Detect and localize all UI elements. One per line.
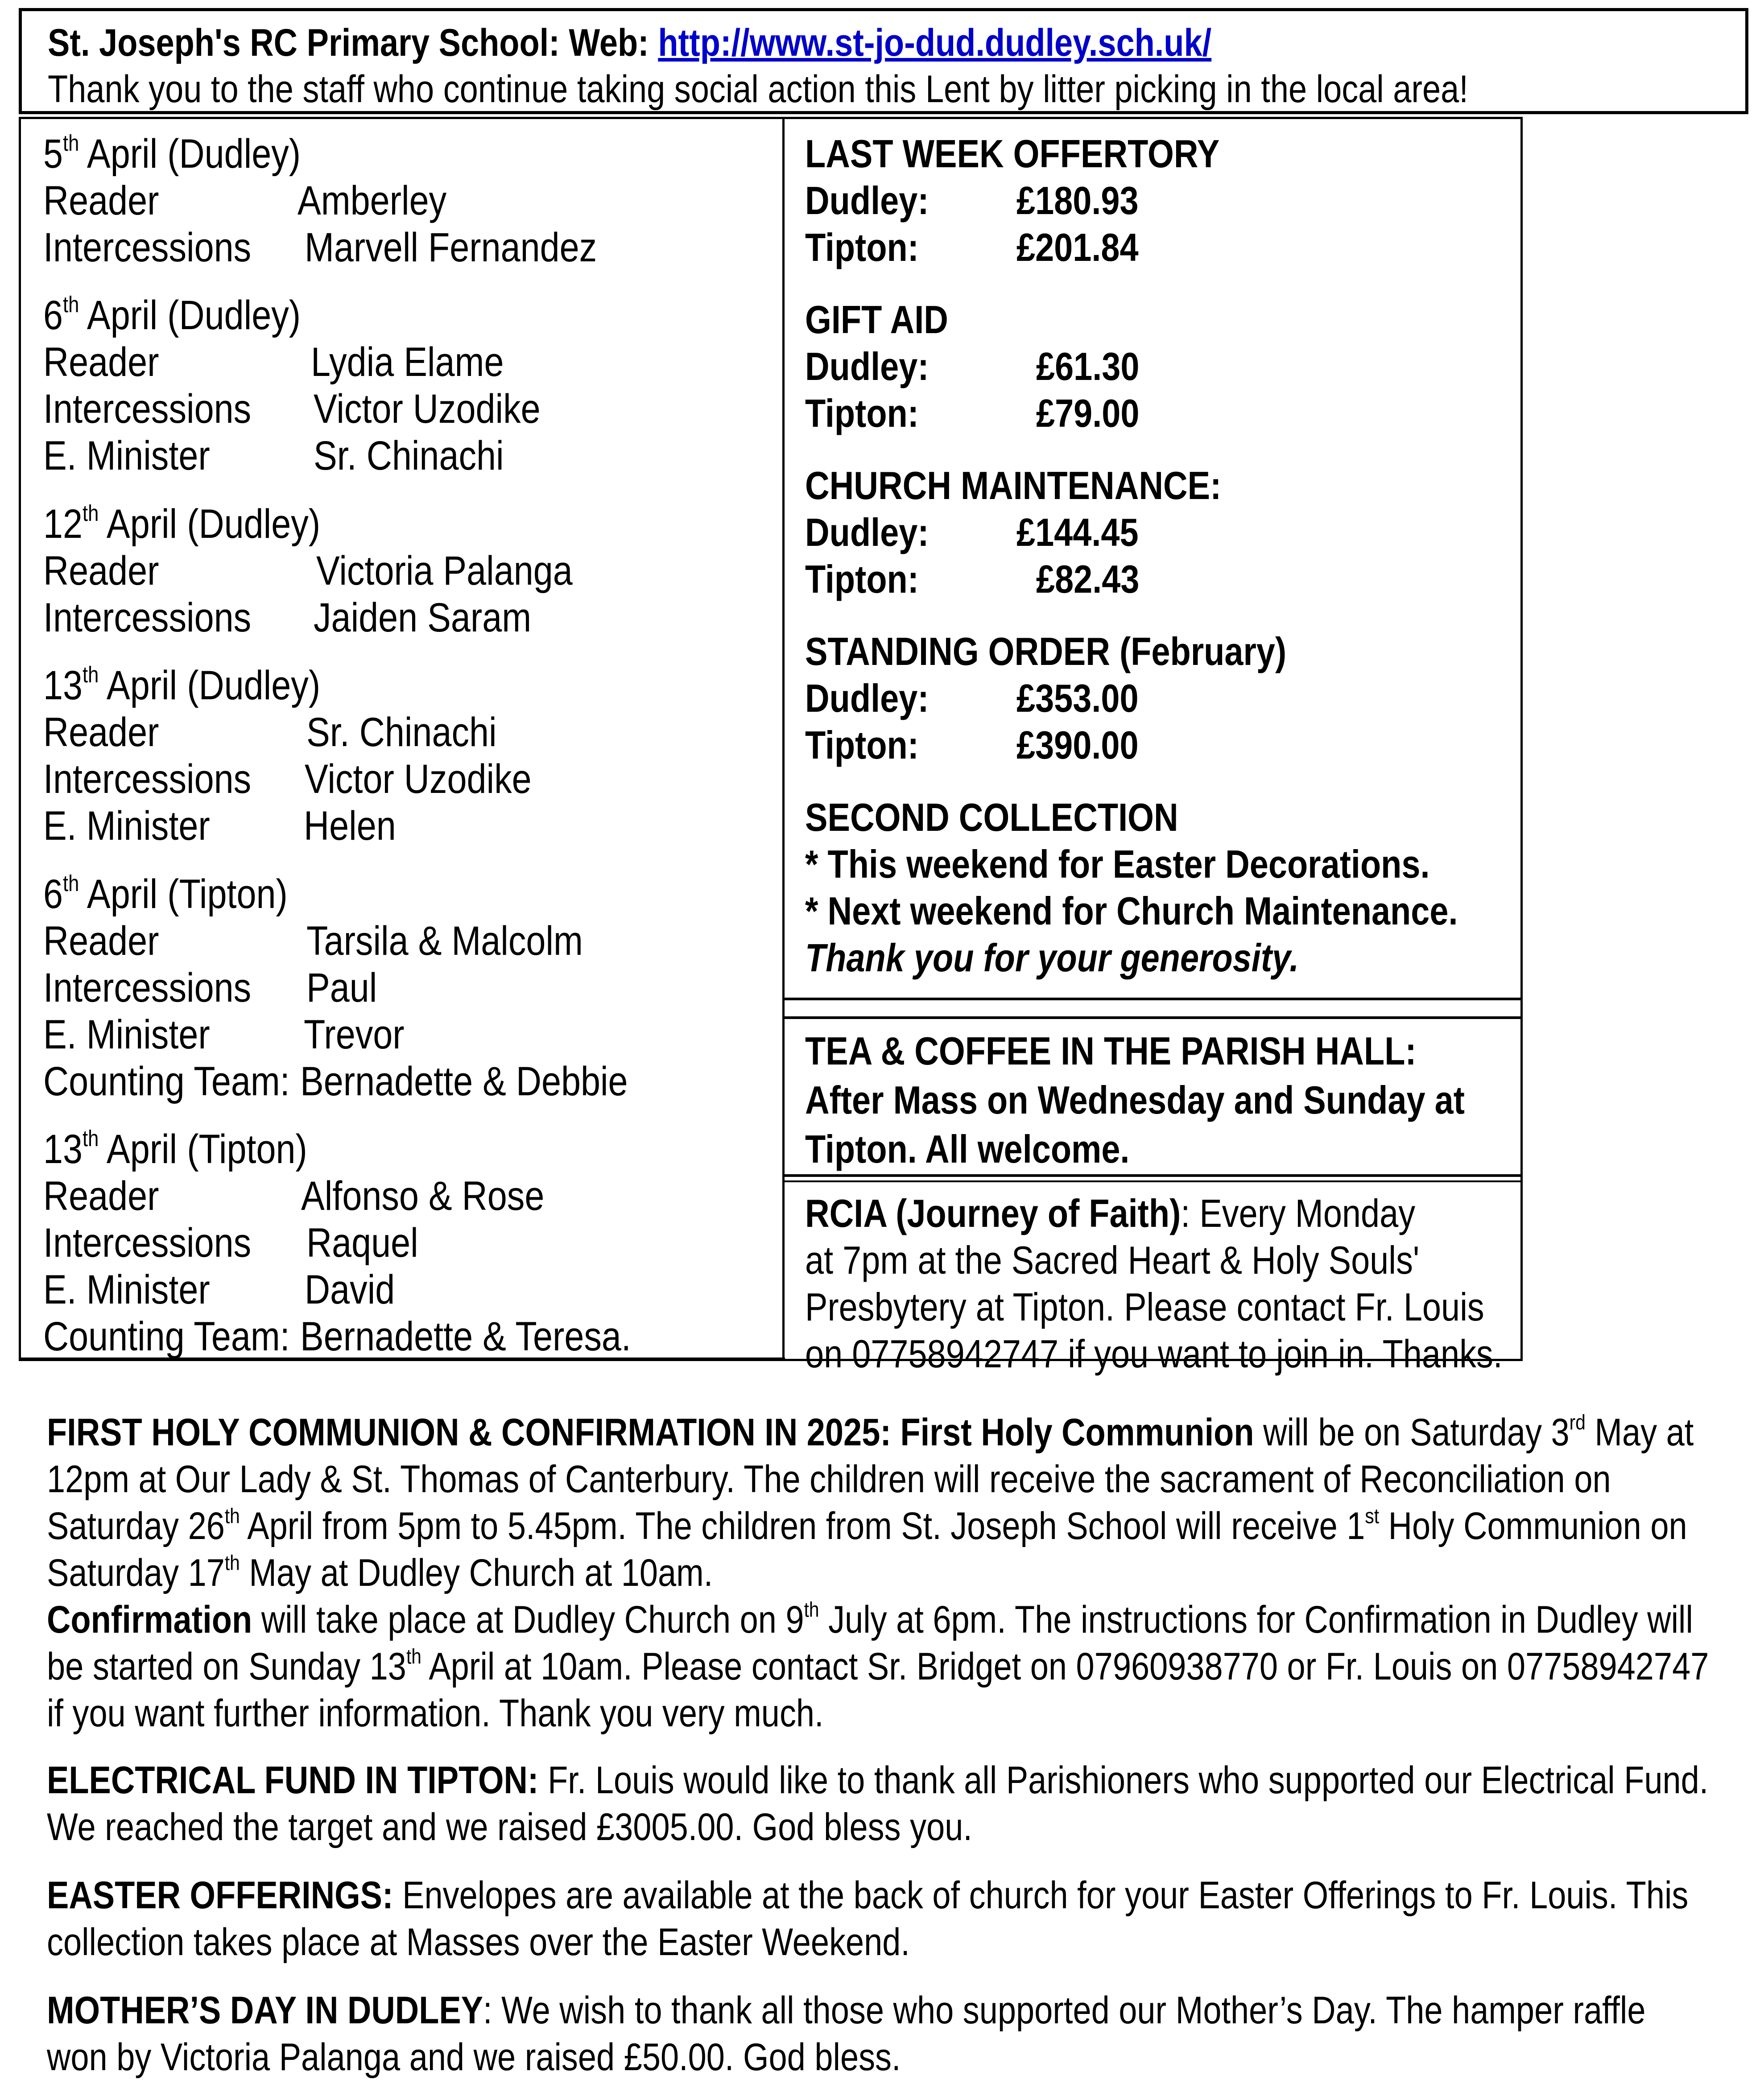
- second-collection-line: * This weekend for Easter Decorations.: [805, 842, 1430, 886]
- standing-tipton-label: Tipton:: [805, 723, 919, 767]
- rota-role: E. Minister: [43, 803, 210, 849]
- rota-role: Reader: [43, 178, 159, 223]
- standing-tipton-amount: £390.00: [1016, 723, 1139, 767]
- offertory-dudley-amount: £180.93: [1016, 178, 1139, 223]
- tea-coffee-title: TEA & COFFEE IN THE PARISH HALL:: [805, 1029, 1417, 1073]
- rota-date: 6th April (Tipton): [43, 871, 288, 917]
- maintenance-tipton-amount: £82.43: [1036, 557, 1140, 601]
- rota-name: Sr. Chinachi: [314, 433, 504, 479]
- rota-name: Sr. Chinachi: [306, 710, 497, 755]
- rota-name: Bernadette & Debbie: [300, 1059, 628, 1104]
- rota-name: Bernadette & Teresa.: [300, 1314, 631, 1359]
- rota-name: Raquel: [306, 1220, 418, 1266]
- maintenance-dudley-amount: £144.45: [1016, 510, 1139, 554]
- electrical-fund-notice: ELECTRICAL FUND IN TIPTON: Fr. Louis would like to thank all Parishioners who supported our Electrical Fund. We reached the target and we raised £3005.00. God bless you.: [47, 1759, 1709, 1849]
- rota-name: Victor Uzodike: [305, 756, 532, 802]
- gift-aid-tipton-label: Tipton:: [805, 391, 919, 435]
- rota-name: Tarsila & Malcolm: [306, 918, 583, 964]
- rcia-line: Presbytery at Tipton. Please contact Fr. Louis: [805, 1285, 1484, 1329]
- offertory-tipton-amount: £201.84: [1016, 225, 1139, 269]
- school-url-link[interactable]: http://www.st-jo-dud.dudley.sch.uk/: [658, 21, 1212, 64]
- standing-order-title: STANDING ORDER (February): [805, 629, 1287, 673]
- maintenance-tipton-label: Tipton:: [805, 557, 919, 601]
- rota-bottom-divider: [21, 1358, 785, 1360]
- rota-role: Counting Team:: [43, 1059, 290, 1104]
- rota-role: Intercessions: [43, 225, 252, 270]
- rota-name: Jaiden Saram: [314, 595, 532, 640]
- rota-name: Trevor: [304, 1012, 405, 1057]
- gift-aid-dudley-amount: £61.30: [1036, 344, 1140, 388]
- gift-aid-title: GIFT AID: [805, 297, 948, 342]
- rota-role: Intercessions: [43, 386, 252, 432]
- rota-name: Marvell Fernandez: [305, 225, 597, 270]
- rota-role: Reader: [43, 710, 159, 755]
- offertory-title: LAST WEEK OFFERTORY: [805, 132, 1220, 176]
- rota-role: E. Minister: [43, 433, 210, 479]
- rota-role: Intercessions: [43, 595, 252, 640]
- rcia-line: RCIA (Journey of Faith): Every Monday: [805, 1191, 1416, 1235]
- offertory-dudley-label: Dudley:: [805, 178, 929, 223]
- rota-date: 5th April (Dudley): [43, 130, 301, 177]
- rota-role: Reader: [43, 918, 159, 964]
- rota-role: Reader: [43, 1173, 159, 1219]
- gift-aid-tipton-amount: £79.00: [1036, 391, 1140, 435]
- rcia-title: RCIA (Journey of Faith): [805, 1191, 1181, 1235]
- rota-role: Intercessions: [43, 1220, 252, 1266]
- notices-column: [782, 117, 1523, 1376]
- divider: [785, 998, 1520, 1000]
- second-collection-line: * Next weekend for Church Maintenance.: [805, 889, 1458, 933]
- rcia-line: at 7pm at the Sacred Heart & Holy Souls': [805, 1238, 1420, 1282]
- rcia-line: on 07758942747 if you want to join in. Thanks.: [805, 1332, 1503, 1376]
- standing-dudley-label: Dudley:: [805, 676, 929, 720]
- tea-coffee-text: Tipton. All welcome.: [805, 1127, 1130, 1171]
- rota-role: Reader: [43, 339, 159, 385]
- gift-aid-dudley-label: Dudley:: [805, 344, 929, 388]
- mothers-day-notice: MOTHER’S DAY IN DUDLEY: We wish to thank all those who supported our Mother’s Day. The hamper raffle won by Victoria Palanga and we raised £50.00. God bless.: [47, 1989, 1646, 2079]
- rota-role: E. Minister: [43, 1012, 210, 1057]
- rota-column: [19, 117, 785, 1361]
- rota-date: 6th April (Dudley): [43, 292, 301, 338]
- rota-name: Victor Uzodike: [314, 386, 541, 432]
- tea-coffee-text: After Mass on Wednesday and Sunday at: [805, 1078, 1465, 1122]
- rota-name: David: [305, 1267, 395, 1312]
- maintenance-title: CHURCH MAINTENANCE:: [805, 463, 1222, 508]
- rota-date: 13th April (Dudley): [43, 662, 321, 708]
- maintenance-dudley-label: Dudley:: [805, 510, 929, 554]
- rota-name: Victoria Palanga: [316, 548, 573, 594]
- communion-notice: FIRST HOLY COMMUNION & CONFIRMATION IN 2025: First Holy Communion will be on Saturday 3rd May at 12pm at Our Lady & St. Thomas of Canterbury. The children will receive the sacrament of Reconciliation on Saturday 26th April from 5pm to 5.45pm. The children from St. Joseph School will receive 1st Holy Communion on Saturday 17th May at Dudley Church at 10am. Confirmation will take place at Dudley Church on 9th July at 6pm. The instructions for Confirmation in Dudley will be started on Sunday 13th April at 10am. Please contact Sr. Bridget on 07960938770 or Fr. Louis on 07758942747 if you want further information. Thank you very much.: [47, 1411, 1709, 1735]
- divider: [785, 1180, 1520, 1182]
- rota-name: Paul: [306, 965, 377, 1011]
- standing-dudley-amount: £353.00: [1016, 676, 1139, 720]
- rota-name: Alfonso & Rose: [301, 1173, 545, 1219]
- offertory-tipton-label: Tipton:: [805, 225, 919, 269]
- school-web-line: [48, 21, 1211, 65]
- divider: [785, 1016, 1520, 1019]
- rota-role: Intercessions: [43, 756, 252, 802]
- rota-date: 12th April (Dudley): [43, 500, 321, 547]
- rota-name: Helen: [304, 803, 396, 849]
- rota-role: Intercessions: [43, 965, 252, 1011]
- rota-date: 13th April (Tipton): [43, 1126, 307, 1172]
- rota-role: Counting Team:: [43, 1314, 290, 1359]
- staff-thanks: Thank you to the staff who continue taking social action this Lent by litter picking in the local area!: [48, 68, 1468, 111]
- divider: [785, 1174, 1520, 1177]
- rota-name: Amberley: [297, 178, 447, 223]
- rota-role: E. Minister: [43, 1267, 210, 1312]
- second-collection-title: SECOND COLLECTION: [805, 795, 1178, 839]
- school-header-box: [19, 8, 1748, 114]
- rota-name: Lydia Elame: [311, 339, 504, 385]
- school-label: St. Joseph's RC Primary School: Web:: [48, 21, 649, 64]
- easter-offerings-notice: EASTER OFFERINGS: Envelopes are available at the back of church for your Easter Offerings to Fr. Louis. This collection takes place at Masses over the Easter Weekend.: [47, 1874, 1689, 1964]
- rota-role: Reader: [43, 548, 159, 594]
- generosity-thanks: Thank you for your generosity.: [805, 936, 1299, 980]
